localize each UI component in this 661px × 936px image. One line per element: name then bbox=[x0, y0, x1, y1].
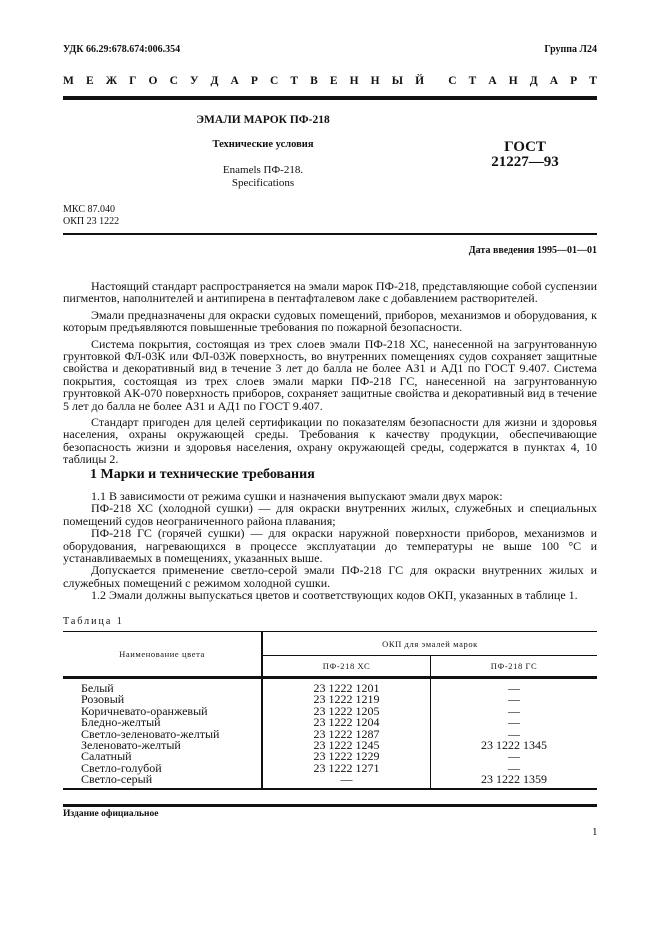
heading-letter: Т bbox=[468, 75, 477, 87]
cell-okp-xs: — bbox=[262, 774, 431, 788]
cell-color-name: Светло-серый bbox=[63, 774, 262, 788]
gost-number bbox=[470, 140, 580, 170]
divider bbox=[63, 233, 597, 235]
heading-letter: Г bbox=[129, 75, 137, 87]
heading-letter: Ж bbox=[105, 75, 118, 87]
divider bbox=[63, 96, 597, 100]
heading-letter: В bbox=[310, 75, 318, 87]
cell-okp-gs: — bbox=[508, 760, 520, 775]
cell-okp-gs: — bbox=[508, 703, 520, 718]
cell-okp-gs: 23 1222 1345 bbox=[481, 738, 547, 753]
cell-okp-gs: 23 1222 1359 bbox=[481, 772, 547, 787]
introduction-date: Дата введения 1995—01—01 bbox=[468, 245, 597, 256]
cell-okp-gs: — bbox=[508, 681, 520, 695]
cell-okp-xs: 23 1222 1219 bbox=[262, 694, 431, 705]
heading-letter: С bbox=[169, 75, 178, 87]
page-number: 1 bbox=[592, 826, 598, 838]
heading-letter: Ы bbox=[391, 75, 403, 87]
okp-code: ОКП 23 1222 bbox=[63, 215, 120, 227]
gost-id: 21227—93 bbox=[491, 154, 559, 170]
section-heading: 1 Марки и технические требования bbox=[90, 467, 315, 482]
cell-okp-gs: — bbox=[508, 692, 520, 707]
paragraph: 1.1 В зависимости от режима сушки и назначения выпускают эмали двух марок: bbox=[91, 489, 503, 503]
heading-letter: У bbox=[189, 75, 199, 87]
paragraph: Допускается применение светло-серой эмали ПФ-218 ГС для окраски внутренних жилых и служебных помещений с режимом холодной сушки. bbox=[63, 563, 597, 590]
cell-okp-gs: — bbox=[508, 726, 520, 741]
cell-color-name: Коричневато-оранжевый bbox=[63, 706, 262, 717]
heading-letter: Е bbox=[329, 75, 338, 87]
cell-color-name: Светло-голубой bbox=[63, 763, 262, 774]
paragraph: Стандарт пригоден для целей сертификации по показателям безопасности для жизни и здоровья населения, охраны окружающей среды. Требования к качеству продукции, обеспечивающие безопасность жизни и здоровья населения, охрану окружающей среды, содержатся в пунктах 4, 10 таблицы 2. bbox=[63, 415, 597, 467]
color-codes-table bbox=[63, 631, 597, 790]
udk-code: УДК 66.29:678.674:006.354 bbox=[63, 44, 181, 55]
cell-okp-xs: 23 1222 1229 bbox=[262, 751, 431, 762]
heading-letter: Р bbox=[250, 75, 258, 87]
paragraph: Настоящий стандарт распространяется на эмали марок ПФ-218, представляющие собой суспензии пигментов, наполнителей и антипирена в пентафталевом лаке с добавлением растворителей. bbox=[63, 279, 597, 306]
cell-okp-gs: — bbox=[508, 749, 520, 764]
paragraph: 1.2 Эмали должны выпускаться цветов и соответствующих кодов ОКП, указанных в таблице 1. bbox=[91, 588, 578, 603]
table-label: Таблица 1 bbox=[63, 616, 124, 627]
document-subtitle: Технические условия bbox=[212, 139, 314, 150]
mks-code: МКС 87.040 bbox=[63, 204, 115, 215]
heading-letter: С bbox=[270, 75, 279, 87]
group-code: Группа Л24 bbox=[544, 44, 597, 55]
cell-color-name: Бледно-желтый bbox=[63, 717, 262, 728]
cell-okp-xs: 23 1222 1287 bbox=[262, 729, 431, 740]
official-edition-note: Издание официальное bbox=[63, 809, 159, 819]
heading-letter: Е bbox=[85, 75, 94, 87]
paragraph: ПФ-218 ГС (горячей сушки) — для окраски наружной поверхности приборов, механизмов и оборудования, нагревающихся в процессе эксплуатации до температуры не выше 100 °С и устанавливаемых в помещениях, указанных выше. bbox=[63, 526, 597, 566]
section-text bbox=[63, 490, 597, 602]
heading-letter: Н bbox=[370, 75, 380, 87]
paragraph: ПФ-218 ХС (холодной сушки) — для окраски внутренних жилых, служебных и специальных помещений судов неограниченного района плавания; bbox=[63, 501, 597, 528]
column-header-pf218-xs: ПФ-218 ХС bbox=[262, 656, 431, 678]
paragraph: Эмали предназначены для окраски судовых помещений, приборов, механизмов и оборудования, к которым предъявляются повышенные требования по пожарной безопасности. bbox=[63, 307, 597, 335]
heading-letter: А bbox=[488, 75, 497, 87]
cell-okp-xs: 23 1222 1201 bbox=[262, 678, 431, 695]
cell-color-name: Розовый bbox=[63, 694, 262, 705]
standard-type-heading bbox=[63, 75, 597, 87]
column-header-okp-group: ОКП для эмалей марок bbox=[382, 638, 478, 649]
heading-letter: Д bbox=[210, 75, 219, 87]
heading-letter: Й bbox=[415, 75, 425, 87]
heading-letter: Р bbox=[570, 75, 578, 87]
english-title-1: Enamels ПФ-218. bbox=[222, 164, 304, 176]
column-header-color-name: Наименование цвета bbox=[63, 632, 262, 678]
heading-letter: Н bbox=[349, 75, 359, 87]
heading-letter: А bbox=[549, 75, 559, 87]
divider bbox=[63, 804, 597, 807]
cell-okp-xs: 23 1222 1271 bbox=[262, 763, 431, 774]
heading-letter: Д bbox=[529, 75, 538, 87]
cell-okp-xs: 23 1222 1205 bbox=[262, 706, 431, 717]
cell-okp-xs: 23 1222 1204 bbox=[262, 717, 431, 728]
classification-codes bbox=[63, 204, 119, 227]
intro-text bbox=[63, 280, 597, 466]
cell-okp-gs: — bbox=[508, 715, 520, 730]
gost-label: ГОСТ bbox=[504, 139, 546, 155]
heading-letter: Т bbox=[589, 75, 597, 87]
heading-letter: М bbox=[63, 75, 74, 87]
document-title: ЭМАЛИ МАРОК ПФ-218 bbox=[196, 114, 330, 126]
heading-letter: А bbox=[230, 75, 239, 87]
heading-letter: О bbox=[148, 75, 158, 87]
column-header-pf218-gs: ПФ-218 ГС bbox=[431, 656, 598, 678]
paragraph: Система покрытия, состоящая из трех слоев эмали ПФ-218 ХС, нанесенной на загрунтованную грунтовкой ФЛ-03К или ФЛ-03Ж поверхность, во внутренних помещениях судов сохраняет защитные свойства и декоративный вид в течение 3 лет до балла не более АЗ1 и АД1 по ГОСТ 9.407. Система покрытия, состоящая из трех слоев эмали марки ПФ-218 ГС, нанесенной на загрунтованную грунтовкой АК-070 поверхность приборов, сохраняет защитные свойства и декоративный вид в течение 5 лет до балла не более АЗ1 и АД1 по ГОСТ 9.407. bbox=[63, 336, 597, 413]
heading-letter: Н bbox=[508, 75, 518, 87]
table-row bbox=[63, 774, 597, 788]
cell-color-name: Зеленовато-желтый bbox=[63, 740, 262, 751]
heading-letter: С bbox=[448, 75, 457, 87]
cell-color-name: Салатный bbox=[63, 751, 262, 762]
heading-letter: Т bbox=[290, 75, 299, 87]
cell-color-name: Светло-зеленовато-желтый bbox=[63, 729, 262, 740]
cell-okp-xs: 23 1222 1245 bbox=[262, 740, 431, 751]
english-title-2: Specifications bbox=[231, 177, 295, 189]
cell-color-name: Белый bbox=[63, 678, 262, 695]
